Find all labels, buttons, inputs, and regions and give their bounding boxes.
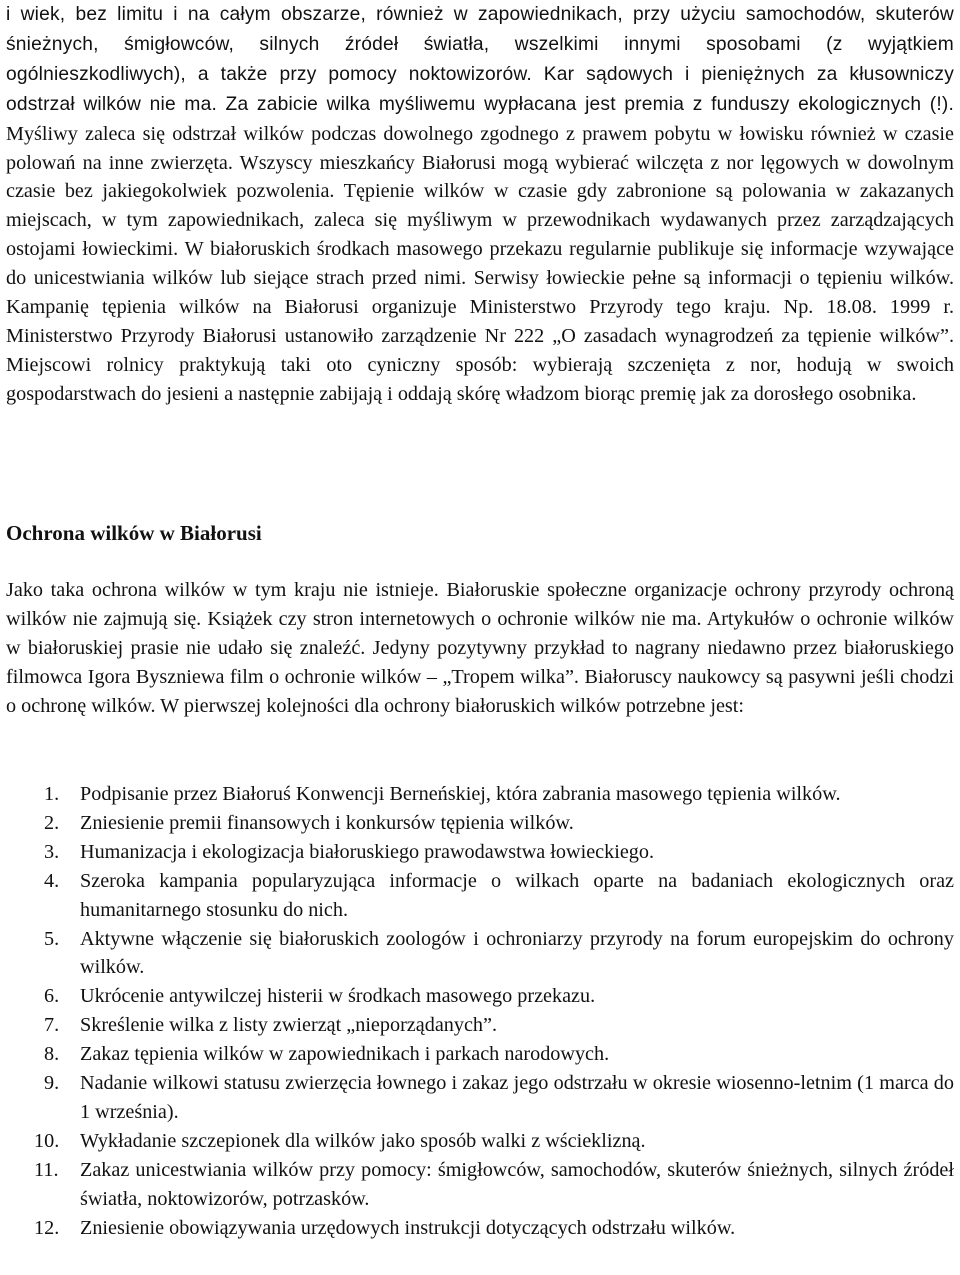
list-item-number: 6. xyxy=(44,985,60,1008)
list-item xyxy=(6,925,954,983)
list-item-text: Wykładanie szczepionek dla wilków jako sposób walki z wścieklizną. xyxy=(80,1129,646,1152)
section-heading: Ochrona wilków w Białorusi xyxy=(6,521,262,545)
list-item xyxy=(6,1040,954,1069)
section-paragraph: Jako taka ochrona wilków w tym kraju nie istnieje. Białoruskie społeczne organizacje ochrony przyrody ochroną wilków nie zajmują się. Książek czy stron internetowych o ochronie wilków nie ma. Artykułów o ochronie wilków w białoruskiej prasie nie udało się znaleźć. Jedyny pozytywny przykład to nagrany niedawno przez białoruskiego filmowca Igora Byszniewa film o ochronie wilków – „Tropem wilka”. Białoruscy naukowcy są pasywni jeśli chodzi o ochronę wilków. W pierwszej kolejności dla ochrony białoruskich wilków potrzebne jest: xyxy=(6,579,954,717)
list-item-number: 9. xyxy=(44,1072,60,1095)
list-item xyxy=(6,1214,954,1243)
list-item xyxy=(6,1069,954,1127)
recommendations-list xyxy=(6,780,954,1243)
list-item-text: Podpisanie przez Białoruś Konwencji Berneńskiej, która zabrania masowego tępienia wilków. xyxy=(80,783,841,805)
intro-paragraph xyxy=(6,0,954,409)
list-item-text: Aktywne włączenie się białoruskich zoologów i ochroniarzy przyrody na forum europejskim do ochrony wilków. xyxy=(80,927,954,979)
list-item-text: Humanizacja i ekologizacja białoruskiego prawodawstwa łowieckiego. xyxy=(80,840,655,863)
list-item-number: 11. xyxy=(34,1158,59,1181)
list-item-number: 2. xyxy=(44,811,60,834)
list-item-text: Skreślenie wilka z listy zwierząt „nieporządanych”. xyxy=(80,1014,498,1037)
list-item xyxy=(6,1011,954,1040)
list-item-number: 1. xyxy=(44,783,60,805)
list-item-text: Zakaz unicestwiania wilków przy pomocy: śmigłowców, samochodów, skuterów śnieżnych, silnych źródeł światła, noktowizorów, potrzasków. xyxy=(80,1158,954,1210)
list-item-text: Ukrócenie antywilczej histerii w środkach masowego przekazu. xyxy=(80,985,596,1008)
list-item-number: 3. xyxy=(44,840,60,863)
intro-serif-text: Myśliwy zaleca się odstrzał wilków podczas dowolnego zgodnego z prawem pobytu w łowisku również w czasie polowań na inne zwierzęta. Wszyscy mieszkańcy Białorusi mogą wybierać wilczęta z nor lęgowych w dowolnym czasie bez jakiegokolwiek pozwolenia. Tępienie wilków w czasie gdy zabronione są polowania w zakazanych miejscach, w tym zapowiednikach, zaleca się myśliwym w przewodnikach wydawanych przez zarządzających ostojami łowieckimi. W białoruskich środkach masowego przekazu regularnie publikuje się informacje wzywające do unicestwiania wilków lub siejące strach przed nimi. Serwisy łowieckie pełne są informacji o tępieniu wilków. Kampanię tępienia wilków na Białorusi organizuje Ministerstwo Przyrody tego kraju. Np. 18.08. 1999 r. Ministerstwo Przyrody Białorusi ustanowiło zarządzenie Nr 222 „O zasadach wynagrodzeń za tępienie wilków”. Miejscowi rolnicy praktykują taki oto cyniczny sposób: wybierają szczenięta z nor, hodują w swoich gospodarstwach do jesieni a następnie zabijają i oddają skórę władzom biorąc premię jak za dorosłego osobnika. xyxy=(6,122,954,405)
list-item-number: 4. xyxy=(44,869,60,892)
list-item xyxy=(6,838,954,867)
list-item-number: 7. xyxy=(44,1014,60,1037)
list-item-text: Nadanie wilkowi statusu zwierzęcia łownego i zakaz jego odstrzału w okresie wiosenno-letnim (1 marca do 1 września). xyxy=(80,1072,954,1123)
list-item xyxy=(6,982,954,1011)
list-item xyxy=(6,809,954,838)
list-item-number: 12. xyxy=(34,1216,60,1239)
intro-sans-text: i wiek, bez limitu i na całym obszarze, również w zapowiednikach, przy użyciu samochodów, skuterów śnieżnych, śmigłowców, silnych źródeł światła, wszelkimi innymi sposobami (z wyjątkiem ogólnieszkodliwych), a także przy pomocy noktowizorów. Kar sądowych i pieniężnych za kłusowniczy odstrzał wilków nie ma. Za zabicie wilka myśliwemu wypłacana jest premia z funduszy ekologicznych (!). xyxy=(6,4,954,115)
list-item-text: Zakaz tępienia wilków w zapowiednikach i parkach narodowych. xyxy=(80,1043,610,1066)
list-item-number: 10. xyxy=(34,1129,60,1152)
list-item xyxy=(6,1127,954,1156)
list-item xyxy=(6,867,954,925)
list-item-text: Zniesienie obowiązywania urzędowych instrukcji dotyczących odstrzału wilków. xyxy=(80,1216,736,1239)
list-item xyxy=(6,1156,954,1214)
list-item-number: 8. xyxy=(44,1043,60,1066)
list-item-text: Szeroka kampania popularyzująca informacje o wilkach oparte na badaniach ekologicznych oraz humanitarnego stosunku do nich. xyxy=(80,869,954,921)
document-page xyxy=(6,0,954,1239)
list-item-number: 5. xyxy=(44,927,60,950)
list-item-text: Zniesienie premii finansowych i konkursów tępienia wilków. xyxy=(80,811,574,834)
list-item xyxy=(6,780,954,809)
